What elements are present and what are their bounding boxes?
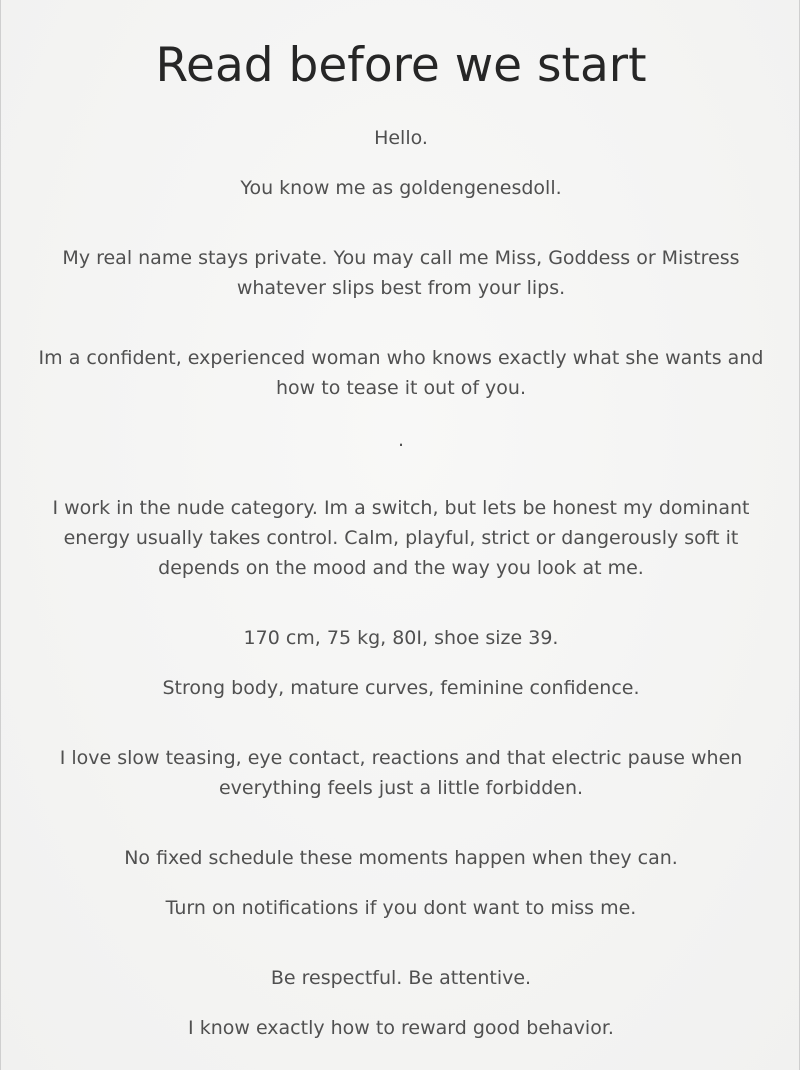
paragraph-schedule: No fixed schedule these moments happen when they can. bbox=[124, 847, 678, 869]
paragraph-measurements: 170 cm, 75 kg, 80I, shoe size 39. bbox=[243, 627, 559, 649]
paragraph-confident: Im a confident, experienced woman who knows exactly what she wants and how to tease it out of you. bbox=[38, 347, 764, 399]
paragraph-reward: I know exactly how to reward good behavior. bbox=[188, 1017, 614, 1039]
paragraph-body: Strong body, mature curves, feminine confidence. bbox=[162, 677, 640, 699]
paragraph-name: My real name stays private. You may call me Miss, Goddess or Mistress whatever slips best from your lips. bbox=[62, 247, 740, 299]
paragraph-notifications: Turn on notifications if you dont want to miss me. bbox=[165, 897, 637, 919]
paragraph-teasing: I love slow teasing, eye contact, reactions and that electric pause when everything feels just a little forbidden. bbox=[59, 747, 743, 799]
paragraph-username: You know me as goldengenesdoll. bbox=[240, 177, 562, 199]
paragraph-category: I work in the nude category. Im a switch, but lets be honest my dominant energy usually takes control. Calm, playful, strict or dangerously soft it depends on the mood and the way you look at me. bbox=[52, 497, 750, 579]
paragraph-respect: Be respectful. Be attentive. bbox=[270, 967, 532, 989]
paragraph-dot: . bbox=[397, 429, 405, 451]
paragraph-greeting: Hello. bbox=[374, 127, 428, 149]
page-title: Read before we start bbox=[155, 38, 647, 93]
